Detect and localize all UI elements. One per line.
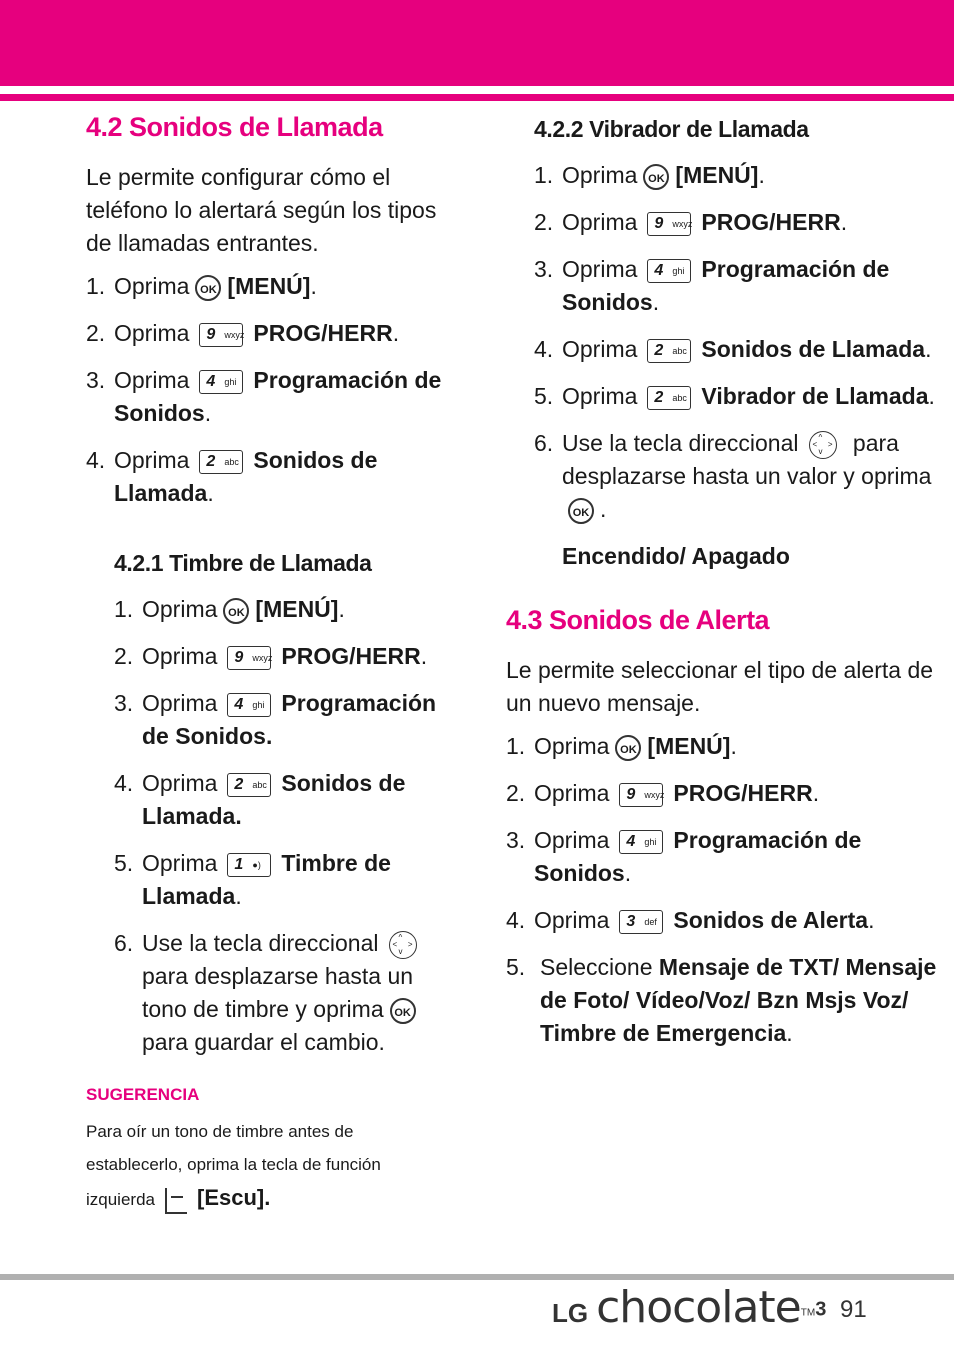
ok-key-icon: OK xyxy=(643,164,669,190)
sub-steps-list xyxy=(114,593,446,1059)
ok-key-icon: OK xyxy=(195,275,221,301)
brand-logo xyxy=(552,1282,826,1332)
vib-step-5: 5. Oprima 2 abc Vibrador de Llamada. xyxy=(534,383,935,409)
vib-step-2: 2. Oprima 9 wxyz PROG/HERR. xyxy=(534,209,848,235)
right-column xyxy=(506,112,946,1064)
left-soft-key-icon xyxy=(165,1188,187,1214)
key-9-icon: 9 wxyz xyxy=(647,212,691,236)
brand-lg: LG xyxy=(552,1298,589,1328)
vibrador-options: Encendido/ Apagado xyxy=(562,543,790,569)
alert-intro: Le permite seleccionar el tipo de alerta de un nuevo mensaje. xyxy=(506,657,934,716)
sub-step-1: 1. Oprima OK [MENÚ]. xyxy=(114,596,345,622)
sub-step-4: 4. Oprima 2 abc Sonidos de Llamada. xyxy=(114,770,406,829)
alert-step-4: 4. Oprima 3 def Sonidos de Alerta. xyxy=(506,907,875,933)
sub-heading-timbre-de-llamada: 4.2.1 Timbre de Llamada xyxy=(114,550,372,576)
sub-step-5: 5. Oprima 1 ●) Timbre de Llamada. xyxy=(114,850,391,909)
key-9-icon: 9 wxyz xyxy=(619,783,663,807)
section-heading-sonidos-de-llamada: 4.2 Sonidos de Llamada xyxy=(86,112,383,142)
left-column xyxy=(86,112,446,1216)
sub-section-timbre xyxy=(86,550,446,1059)
step-2: 2. Oprima 9 wxyz PROG/HERR. xyxy=(86,320,400,346)
key-1-voicemail-icon: 1 ●) xyxy=(227,853,271,877)
alert-step-3: 3. Oprima 4 ghi Programación de Sonidos. xyxy=(506,827,862,886)
alert-step-5: 5. Seleccione Mensaje de TXT/ Mensaje de Foto/ Vídeo/Voz/ Bzn Msjs Voz/ Timbre de Emergencia. xyxy=(506,954,937,1046)
directional-key-icon: ^ v < > xyxy=(389,931,417,959)
vib-step-3: 3. Oprima 4 ghi Programación de Sonidos. xyxy=(534,256,890,315)
key-4-icon: 4 ghi xyxy=(227,693,271,717)
vibrador-steps-list xyxy=(534,159,946,526)
key-9-icon: 9 wxyz xyxy=(227,646,271,670)
sub-step-3: 3. Oprima 4 ghi Programación de Sonidos. xyxy=(114,690,437,749)
ok-key-icon: OK xyxy=(390,998,416,1024)
directional-key-icon: ^ v < > xyxy=(809,431,837,459)
step-3: 3. Oprima 4 ghi Programación de Sonidos. xyxy=(86,367,442,426)
alert-steps-list xyxy=(506,730,946,1050)
brand-name: chocolate xyxy=(596,1282,801,1333)
brand-version: 3 xyxy=(815,1298,827,1321)
vib-step-1: 1. Oprima OK [MENÚ]. xyxy=(534,162,765,188)
brand-tm: TM xyxy=(800,1307,816,1319)
key-2-icon: 2 abc xyxy=(647,386,691,410)
section-intro: Le permite configurar cómo el teléfono lo alertará según los tipos de llamadas entrantes. xyxy=(86,164,437,256)
key-2-icon: 2 abc xyxy=(199,450,243,474)
header-band xyxy=(0,0,954,86)
page-number: 91 xyxy=(840,1296,867,1323)
sub-step-6: 6. Use la tecla direccional ^ v < > para desplazarse hasta un tono de timbre y oprima OK para guardar el cambio. xyxy=(114,927,446,1059)
vib-step-4: 4. Oprima 2 abc Sonidos de Llamada. xyxy=(534,336,932,362)
sub-heading-vibrador-de-llamada: 4.2.2 Vibrador de Llamada xyxy=(534,116,809,142)
sub-step-2: 2. Oprima 9 wxyz PROG/HERR. xyxy=(114,643,428,669)
ok-key-icon: OK xyxy=(615,735,641,761)
ok-key-icon: OK xyxy=(568,498,594,524)
sub-section-vibrador xyxy=(506,116,946,573)
section-heading-sonidos-de-alerta: 4.3 Sonidos de Alerta xyxy=(506,605,770,635)
step-1: 1. Oprima OK [MENÚ]. xyxy=(86,273,317,299)
alert-step-1: 1. Oprima OK [MENÚ]. xyxy=(506,733,737,759)
step-4: 4. Oprima 2 abc Sonidos de Llamada. xyxy=(86,447,378,506)
tip-title: SUGERENCIA xyxy=(86,1085,200,1104)
key-9-icon: 9 wxyz xyxy=(199,323,243,347)
ok-key-icon: OK xyxy=(223,598,249,624)
key-4-icon: 4 ghi xyxy=(647,259,691,283)
vib-step-6: 6. Use la tecla direccional ^ v < > para desplazarse hasta un valor y oprimaOK . xyxy=(534,430,932,522)
key-4-icon: 4 ghi xyxy=(199,370,243,394)
key-2-icon: 2 abc xyxy=(227,773,271,797)
tip-text: Para oír un tono de timbre antes de establecerlo, oprima la tecla de función izquierda [Escu]. xyxy=(86,1115,446,1216)
footer-rule xyxy=(0,1274,954,1280)
steps-list xyxy=(86,270,446,510)
key-3-icon: 3 def xyxy=(619,910,663,934)
key-4-icon: 4 ghi xyxy=(619,830,663,854)
alert-step-2: 2. Oprima 9 wxyz PROG/HERR. xyxy=(506,780,820,806)
header-rule xyxy=(0,94,954,101)
key-2-icon: 2 abc xyxy=(647,339,691,363)
